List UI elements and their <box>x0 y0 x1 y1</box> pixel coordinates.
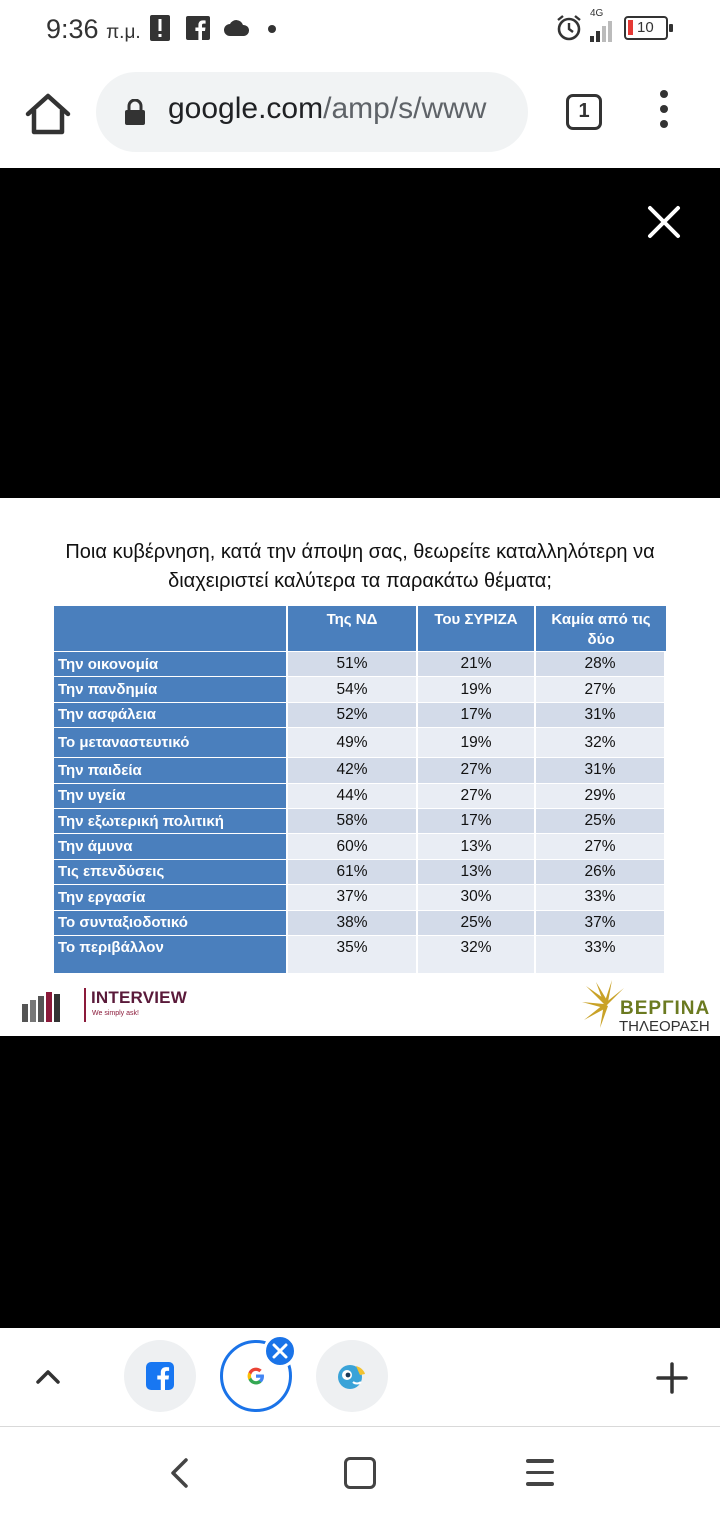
table-row <box>54 833 666 858</box>
new-tab-plus-icon[interactable] <box>656 1362 688 1394</box>
poll-title-line1: Ποια κυβέρνηση, κατά την άποψη σας, θεωρείτε καταλληλότερη να <box>65 541 655 563</box>
cell-syriza: 19% <box>418 676 536 701</box>
alarm-icon <box>555 14 583 42</box>
cell-syriza: 17% <box>418 702 536 727</box>
cell-syriza: 30% <box>418 884 536 909</box>
close-icon[interactable] <box>646 204 682 240</box>
alert-icon <box>150 15 170 41</box>
media-backdrop-top <box>0 168 720 498</box>
cell-none: 27% <box>536 833 666 858</box>
row-label: Το μεταναστευτικό <box>54 727 288 757</box>
more-menu-icon[interactable] <box>652 90 676 134</box>
vergina-sub: ΤΗΛΕΟΡΑΣΗ <box>619 1018 710 1035</box>
poll-table <box>54 606 666 973</box>
cell-nd: 60% <box>288 833 418 858</box>
cell-none: 31% <box>536 702 666 727</box>
cell-nd: 37% <box>288 884 418 909</box>
cell-nd: 44% <box>288 783 418 808</box>
row-label: Την υγεία <box>54 783 288 808</box>
cell-nd: 42% <box>288 757 418 782</box>
table-row <box>54 651 666 676</box>
row-label: Το περιβάλλον <box>54 935 288 973</box>
interview-name: INTERVIEW <box>91 988 187 1007</box>
table-row <box>54 676 666 701</box>
header-none: Καμία από τις δύο <box>536 606 666 651</box>
vergina-name: ΒΕΡΓΙΝΑ <box>620 998 711 1019</box>
row-label: Την οικονομία <box>54 651 288 676</box>
cell-none: 37% <box>536 910 666 935</box>
media-backdrop-bottom <box>0 1036 720 1328</box>
interview-logo <box>22 988 192 1028</box>
cell-nd: 54% <box>288 676 418 701</box>
cell-nd: 58% <box>288 808 418 833</box>
cell-syriza: 13% <box>418 833 536 858</box>
cell-syriza: 32% <box>418 935 536 973</box>
table-header-row <box>54 606 666 651</box>
facebook-tab[interactable] <box>124 1340 196 1412</box>
facebook-icon <box>146 1362 174 1390</box>
table-row <box>54 935 666 973</box>
header-empty <box>54 606 288 651</box>
close-icon <box>272 1343 288 1359</box>
cell-nd: 52% <box>288 702 418 727</box>
chevron-up-icon[interactable] <box>34 1362 62 1390</box>
tab-group-bar <box>0 1328 720 1426</box>
back-icon[interactable] <box>168 1457 192 1489</box>
cell-nd: 38% <box>288 910 418 935</box>
table-row <box>54 859 666 884</box>
other-tab[interactable] <box>316 1340 388 1412</box>
cell-none: 29% <box>536 783 666 808</box>
row-label: Την εξωτερική πολιτική <box>54 808 288 833</box>
row-label: Την πανδημία <box>54 676 288 701</box>
poll-image <box>0 498 720 1036</box>
poll-title <box>0 538 720 596</box>
table-row <box>54 884 666 909</box>
poll-title-line2: διαχειριστεί καλύτερα τα παρακάτω θέματα; <box>168 570 552 592</box>
home-nav-button[interactable] <box>344 1457 376 1489</box>
browser-toolbar <box>0 58 720 168</box>
cell-syriza: 27% <box>418 783 536 808</box>
row-label: Την εργασία <box>54 884 288 909</box>
cell-none: 25% <box>536 808 666 833</box>
cell-syriza: 27% <box>418 757 536 782</box>
recents-icon[interactable] <box>526 1459 554 1487</box>
cell-none: 27% <box>536 676 666 701</box>
row-label: Την παιδεία <box>54 757 288 782</box>
row-label: Το συνταξιοδοτικό <box>54 910 288 935</box>
cell-nd: 49% <box>288 727 418 757</box>
google-icon <box>247 1367 265 1385</box>
status-time: 9:36 π.μ. <box>46 14 141 44</box>
battery-level: 10 <box>637 19 654 36</box>
dot-icon <box>268 25 276 33</box>
table-row <box>54 702 666 727</box>
cell-none: 32% <box>536 727 666 757</box>
row-label: Την ασφάλεια <box>54 702 288 727</box>
facebook-icon <box>186 16 210 40</box>
cell-nd: 51% <box>288 651 418 676</box>
interview-tagline: We simply ask! <box>92 1010 139 1017</box>
header-nd: Της ΝΔ <box>288 606 418 651</box>
cloud-icon <box>224 20 250 36</box>
cell-syriza: 17% <box>418 808 536 833</box>
table-row <box>54 727 666 757</box>
row-label: Τις επενδύσεις <box>54 859 288 884</box>
cell-none: 31% <box>536 757 666 782</box>
cell-none: 33% <box>536 884 666 909</box>
cell-nd: 35% <box>288 935 418 973</box>
cell-syriza: 13% <box>418 859 536 884</box>
cell-none: 33% <box>536 935 666 973</box>
battery-icon <box>624 16 668 40</box>
header-syriza: Του ΣΥΡΙΖΑ <box>418 606 536 651</box>
globe-icon <box>336 1360 368 1392</box>
cell-syriza: 25% <box>418 910 536 935</box>
network-type: 4G <box>590 8 604 19</box>
url-text: google.com/amp/s/www <box>168 92 487 125</box>
address-bar[interactable] <box>96 72 528 152</box>
cell-syriza: 19% <box>418 727 536 757</box>
row-label: Την άμυνα <box>54 833 288 858</box>
status-bar <box>0 0 720 58</box>
close-tab-button[interactable] <box>263 1334 297 1368</box>
signal-icon <box>588 20 614 42</box>
home-icon[interactable] <box>22 88 74 140</box>
interview-divider <box>84 988 86 1022</box>
tab-switcher-button[interactable]: 1 <box>566 94 602 130</box>
cell-none: 26% <box>536 859 666 884</box>
table-row <box>54 910 666 935</box>
table-row <box>54 783 666 808</box>
cell-nd: 61% <box>288 859 418 884</box>
interview-bars-icon <box>22 992 62 1022</box>
system-nav-bar <box>0 1427 720 1520</box>
vergina-logo <box>580 980 720 1036</box>
table-row <box>54 808 666 833</box>
cell-none: 28% <box>536 651 666 676</box>
lock-icon <box>124 99 146 125</box>
cell-syriza: 21% <box>418 651 536 676</box>
table-row <box>54 757 666 782</box>
